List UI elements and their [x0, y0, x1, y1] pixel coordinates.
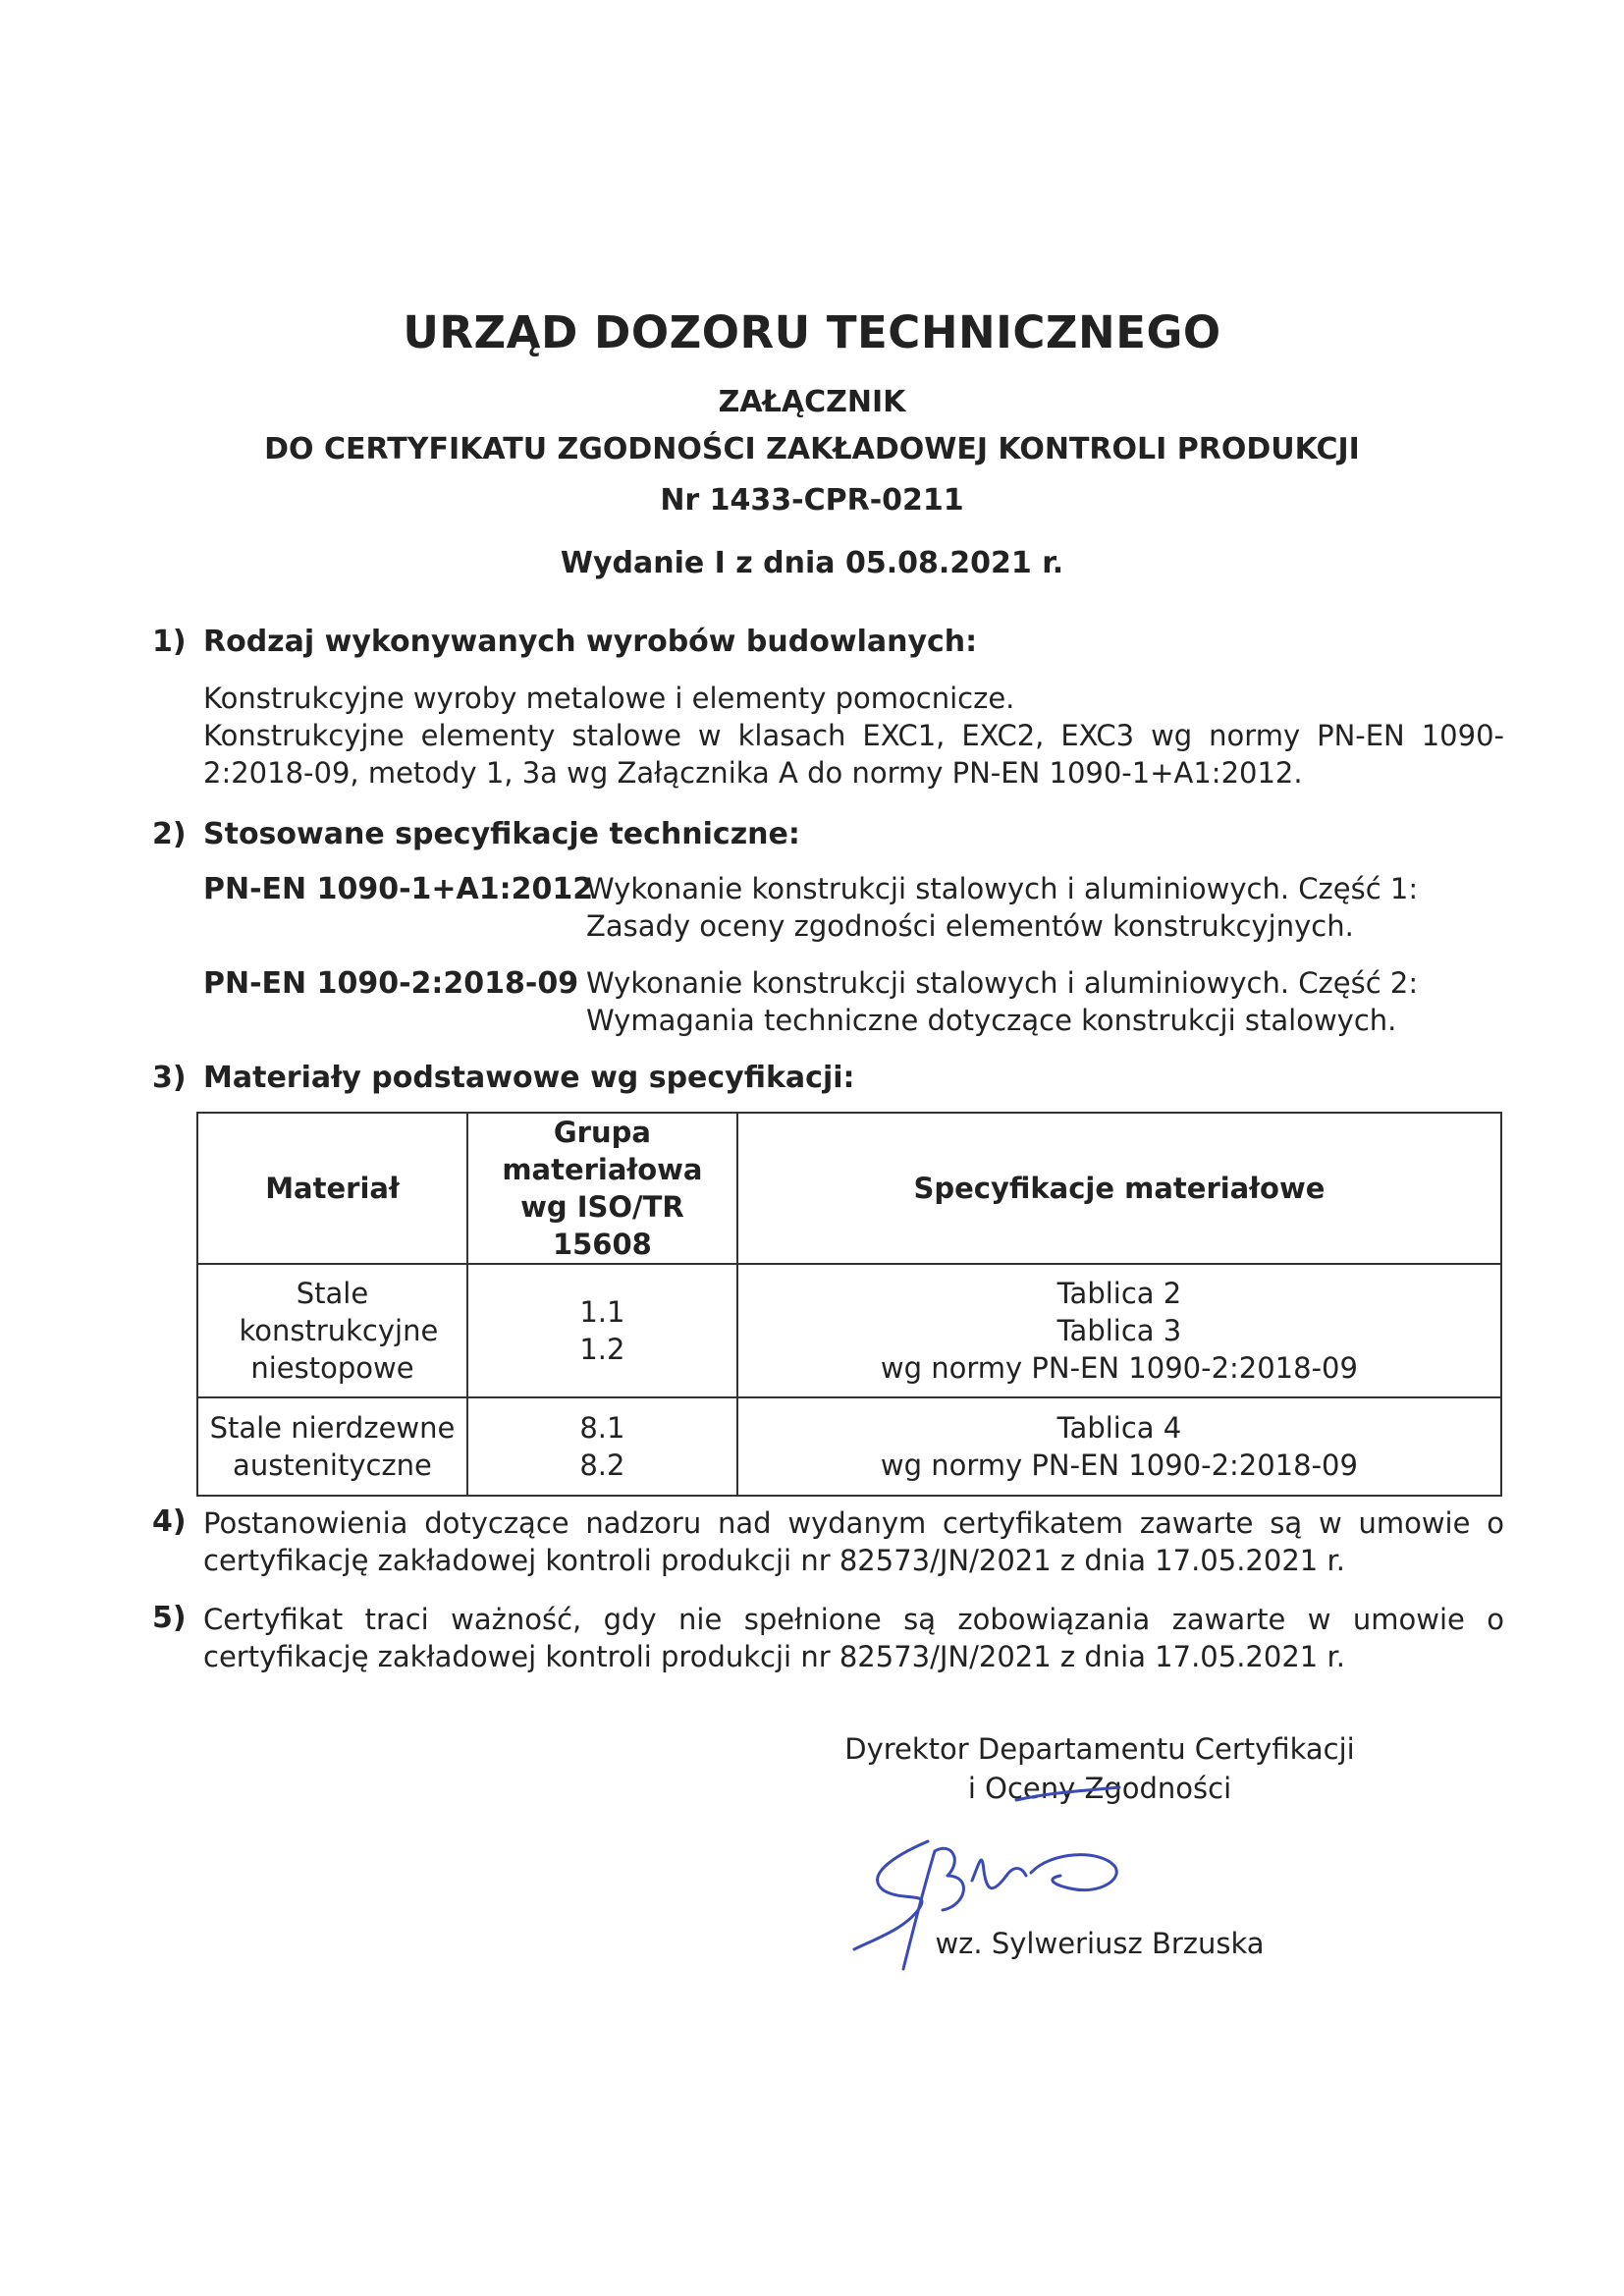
section-4-number: 4) [152, 1504, 187, 1539]
table-header-row [197, 1113, 1501, 1264]
spec-2-code: PN-EN 1090-2:2018-09 [203, 966, 579, 1001]
group-value: 1.2 [579, 1333, 625, 1366]
spec-value: Tablica 2 [1056, 1277, 1182, 1310]
section-4-text: Postanowienia dotyczące nadzoru nad wydanym certyfikatem zawarte są w umowie o certyfikację zakładowej kontroli produkcji nr 82573/JN/2021 z dnia 17.05.2021 r. [203, 1506, 1504, 1577]
cell-material [197, 1264, 467, 1397]
materials-table [196, 1112, 1502, 1497]
signatory-role-line-1: Dyrektor Departamentu Certyfikacji [844, 1732, 1355, 1766]
section-1-heading: Rodzaj wykonywanych wyrobów budowlanych: [203, 625, 978, 659]
spec-1-desc-line-2: Zasady oceny zgodności elementów konstrukcyjnych. [586, 909, 1354, 943]
certificate-subtitle: DO CERTYFIKATU ZGODNOŚCI ZAKŁADOWEJ KONTROLI PRODUKCJI [264, 432, 1360, 466]
material-name: Stale konstrukcyjne niestopowe [239, 1277, 439, 1385]
spec-value: wg normy PN-EN 1090-2:2018-09 [880, 1449, 1358, 1482]
annex-label: ZAŁĄCZNIK [718, 385, 906, 419]
spec-value: Tablica 4 [1056, 1411, 1182, 1445]
section-1-line-1: Konstrukcyjne wyroby metalowe i elementy pomocnicze. [203, 682, 1015, 715]
signatory-role-line-2: i Oceny Zgodności [967, 1772, 1232, 1805]
header-material-specs: Specyfikacje materiałowe [737, 1113, 1501, 1264]
header-material: Materiał [197, 1113, 467, 1264]
section-5-number: 5) [152, 1601, 187, 1635]
spec-2-desc-line-2: Wymagania techniczne dotyczące konstrukcji stalowych. [586, 1004, 1397, 1037]
section-3-heading: Materiały podstawowe wg specyfikacji: [203, 1061, 855, 1095]
group-value: 1.1 [579, 1295, 625, 1329]
section-2-number: 2) [152, 817, 187, 851]
certificate-number: Nr 1433-CPR-0211 [660, 483, 964, 518]
section-3-number: 3) [152, 1061, 187, 1095]
group-value: 8.1 [579, 1411, 625, 1445]
cell-specs [737, 1397, 1501, 1496]
cell-groups [467, 1397, 737, 1496]
material-name: Stale nierdzewne austenityczne [209, 1411, 456, 1482]
cell-groups [467, 1264, 737, 1397]
table-row [197, 1397, 1501, 1496]
group-value: 8.2 [579, 1449, 625, 1482]
section-1-line-2: Konstrukcyjne elementy stalowe w klasach EXC1, EXC2, EXC3 wg normy PN-EN 1090-2:2018-09, metody 1, 3a wg Załącznika A do normy PN-EN 1090-1+A1:2012. [203, 719, 1504, 790]
spec-1-code: PN-EN 1090-1+A1:2012 [203, 872, 594, 906]
spec-1-desc-line-1: Wykonanie konstrukcji stalowych i aluminiowych. Część 1: [586, 872, 1419, 905]
cell-material [197, 1397, 467, 1496]
cell-specs [737, 1264, 1501, 1397]
spec-value: wg normy PN-EN 1090-2:2018-09 [880, 1351, 1358, 1385]
table-row [197, 1264, 1501, 1397]
org-title: URZĄD DOZORU TECHNICZNEGO [403, 306, 1221, 358]
spec-value: Tablica 3 [1056, 1314, 1182, 1347]
signatory-name: wz. Sylweriusz Brzuska [935, 1927, 1265, 1960]
section-1-number: 1) [152, 625, 187, 659]
spec-2-desc-line-1: Wykonanie konstrukcji stalowych i aluminiowych. Część 2: [586, 966, 1419, 1000]
header-material-group [467, 1113, 737, 1264]
header-material-group-text: Grupa materiałowa wg ISO/TR 15608 [502, 1116, 703, 1261]
edition-line: Wydanie I z dnia 05.08.2021 r. [560, 546, 1064, 580]
section-5-text: Certyfikat traci ważność, gdy nie spełnione są zobowiązania zawarte w umowie o certyfikację zakładowej kontroli produkcji nr 82573/JN/2021 z dnia 17.05.2021 r. [203, 1603, 1504, 1673]
section-2-heading: Stosowane specyfikacje techniczne: [203, 817, 800, 851]
